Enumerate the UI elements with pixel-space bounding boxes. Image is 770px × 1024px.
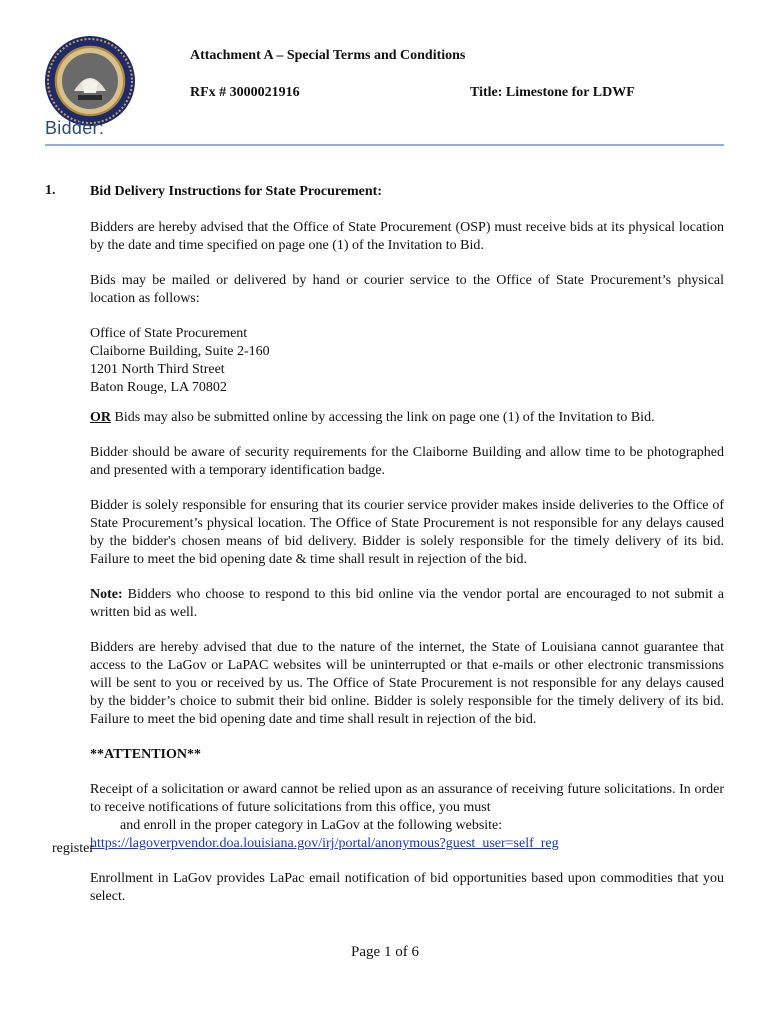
address-line: 1201 North Third Street xyxy=(90,362,225,377)
rfx-title: Title: Limestone for LDWF xyxy=(470,85,635,100)
page-number: Page 1 of 6 xyxy=(351,944,419,960)
section-title: Bid Delivery Instructions for State Procurement: xyxy=(90,184,383,199)
section-number: 1. xyxy=(45,183,56,198)
paragraph-security: Bidder should be aware of security requirements for the Claiborne Building and allow time to be photographed and presented with a temporary identification badge. xyxy=(90,445,724,478)
address-line: Baton Rouge, LA 70802 xyxy=(90,380,227,395)
section-body xyxy=(90,183,724,923)
paragraph-note xyxy=(90,586,724,622)
header-divider xyxy=(45,144,724,146)
paragraph-enroll-line: and enroll in the proper category in LaGov at the following website: xyxy=(120,818,503,833)
bidder-label: Bidder: xyxy=(45,118,105,138)
attachment-title: Attachment A – Special Terms and Conditions xyxy=(190,48,466,63)
paragraph-solicitation: Receipt of a solicitation or award cannot be relied upon as an assurance of receiving future solicitations. In order to receive notifications of future solicitations from this office, you must xyxy=(90,782,724,815)
address-line: Office of State Procurement xyxy=(90,326,248,341)
state-seal-logo xyxy=(44,35,136,127)
or-text: Bids may also be submitted online by accessing the link on page one (1) of the Invitation to Bid. xyxy=(111,410,655,425)
note-text: Bidders who choose to respond to this bid online via the vendor portal are encouraged to not submit a written bid as well. xyxy=(90,587,724,620)
paragraph-courier: Bidder is solely responsible for ensuring that its courier service provider makes inside deliveries to the Office of State Procurement’s physical location. The Office of State Procurement is not responsible for any delays caused by the bidder's chosen means of bid delivery. Bidder is solely responsible for the timely delivery of its bid. Failure to meet the bid opening date & time shall result in rejection of the bid. xyxy=(90,498,724,567)
address-line: Claiborne Building, Suite 2-160 xyxy=(90,344,270,359)
or-label: OR xyxy=(90,410,111,425)
paragraph-enrollment: Enrollment in LaGov provides LaPac email notification of bid opportunities based upon commodities that you select. xyxy=(90,871,724,904)
mailing-address xyxy=(90,325,724,397)
paragraph-delivery: Bids may be mailed or delivered by hand or courier service to the Office of State Procurement’s physical location as follows: xyxy=(90,273,724,306)
register-word: register xyxy=(52,841,94,856)
paragraph-internet: Bidders are hereby advised that due to the nature of the internet, the State of Louisiana cannot guarantee that access to the LaGov or LaPAC websites will be uninterrupted or that e-mails or other electronic transmissions will be sent to you or received by us. The Office of State Procurement is not responsible for any delays caused by the bidder’s choice to submit their bid online. Bidder is solely responsible for the timely delivery of its bid. Failure to meet the bid opening date and time shall result in rejection of the bid. xyxy=(90,640,724,727)
registration-link[interactable]: https://lagoverpvendor.doa.louisiana.gov/irj/portal/anonymous?guest_user=self_reg xyxy=(90,836,559,851)
paragraph-online xyxy=(90,409,724,427)
attention-heading: **ATTENTION** xyxy=(90,747,201,762)
rfx-number: RFx # 3000021916 xyxy=(190,85,300,100)
paragraph-advised: Bidders are hereby advised that the Office of State Procurement (OSP) must receive bids at its physical location by the date and time specified on page one (1) of the Invitation to Bid. xyxy=(90,220,724,253)
note-label: Note: xyxy=(90,587,123,602)
